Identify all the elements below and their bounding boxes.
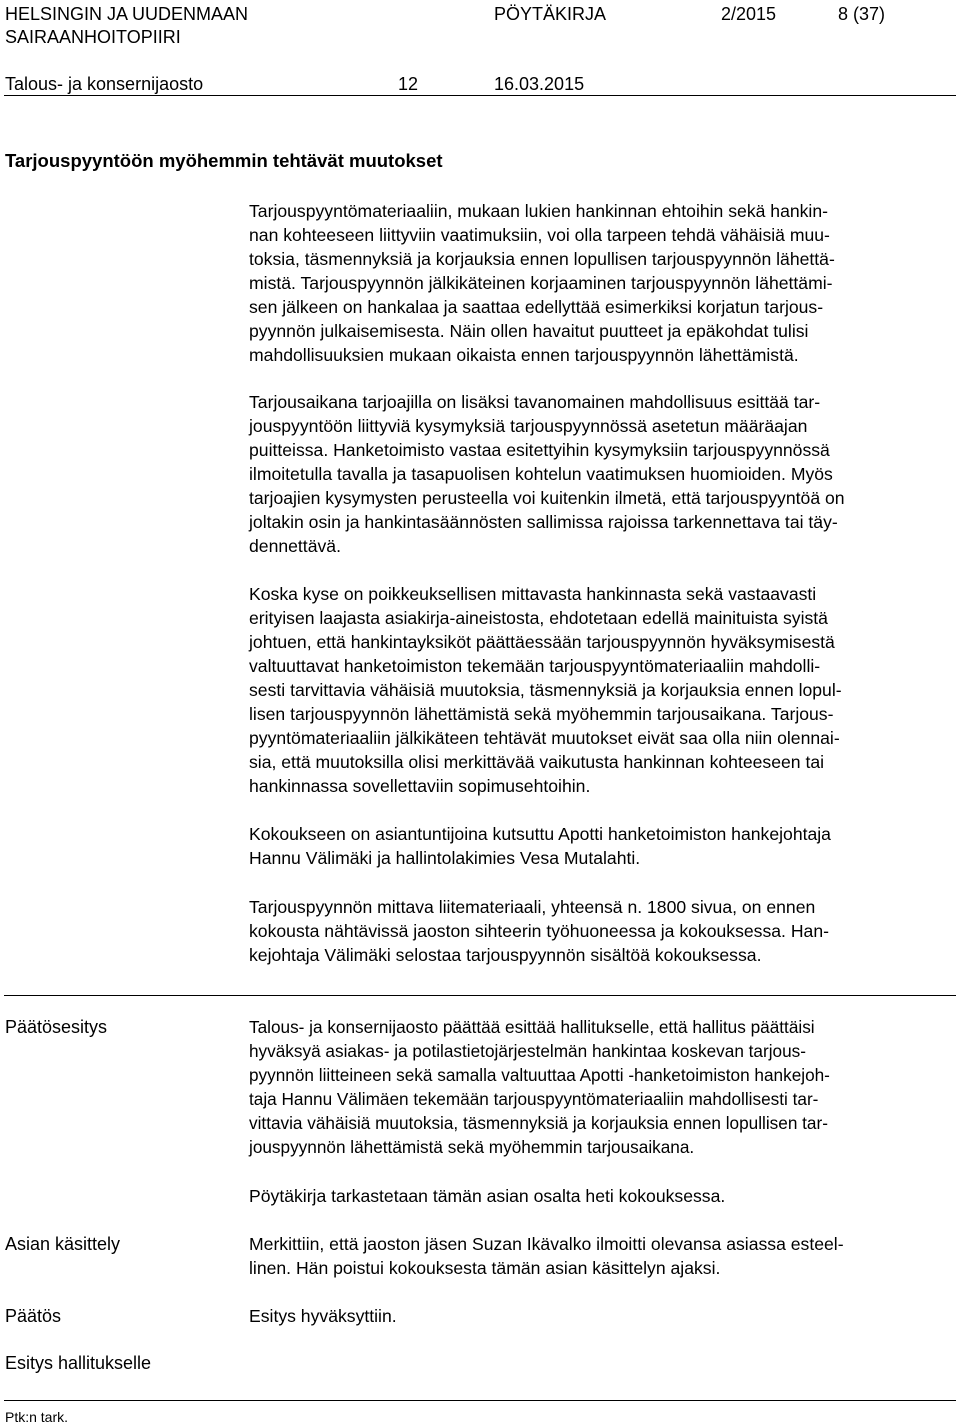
text-line: nan kohteeseen liittyviin vaatimuksiin, voi olla tarpeen tehdä vähäisiä muu-: [249, 225, 830, 245]
text-line: Talous- ja konsernijaosto päättää esittää hallitukselle, että hallitus päättäisi: [249, 1017, 815, 1037]
doc-type: PÖYTÄKIRJA: [494, 4, 607, 24]
text-line: Tarjousaikana tarjoajilla on lisäksi tavanomainen mahdollisuus esittää tar-: [249, 392, 821, 412]
text-line: mistä. Tarjouspyynnön jälkikäteinen korjaaminen tarjouspyynnön lähettämi-: [249, 273, 833, 293]
section-number: 12: [398, 74, 419, 94]
text-line: kejohtaja Välimäki selostaa tarjouspyynnön sisältöä kokouksessa.: [249, 945, 762, 965]
page-number: 8 (37): [838, 4, 886, 24]
text-line: tarjoajien kysymysten perusteella voi kuitenkin ilmetä, että tarjouspyyntöä on: [249, 488, 845, 508]
paragraph-4: [249, 822, 955, 870]
paragraph-1: [249, 199, 955, 367]
text-line: sia, että muutoksilla olisi merkittävää vaikutusta hankinnan kohteeseen tai: [249, 752, 825, 772]
org-name-line1: HELSINGIN JA UUDENMAAN: [5, 4, 249, 24]
meeting-date: 16.03.2015: [494, 74, 585, 94]
paragraph-2: [249, 390, 955, 558]
minutes-check-note: [249, 1184, 955, 1208]
proposal-to-board-label: Esitys hallitukselle: [5, 1353, 152, 1373]
doc-number: 2/2015: [721, 4, 777, 24]
text-line: vittavia vähäisiä muutoksia, täsmennyksiä ja korjauksia ennen lopullisen tar-: [249, 1113, 828, 1133]
text-line: mahdollisuuksien mukaan oikaista ennen tarjouspyynnön lähettämistä.: [249, 345, 799, 365]
text-line: valtuuttavat hanketoimiston tekemään tarjouspyyntömateriaaliin mahdolli-: [249, 656, 821, 676]
text-line: kokousta nähtävissä jaoston sihteerin työhuoneessa ja kokouksessa. Han-: [249, 921, 829, 941]
section-heading: Tarjouspyyntöön myöhemmin tehtävät muutokset: [5, 150, 443, 171]
header-divider: [4, 95, 956, 96]
text-line: puitteissa. Hanketoimisto vastaa esitettyihin kysymyksiin tarjouspyynnössä: [249, 440, 830, 460]
text-line: johtuen, että hankintayksiköt päättäessään tarjouspyynnön hyväksymisestä: [249, 632, 835, 652]
text-line: jouspyynnön lähettämistä sekä myöhemmin tarjousaikana.: [249, 1137, 695, 1157]
org-name-line2: SAIRAANHOITOPIIRI: [5, 27, 181, 47]
footer-divider: [4, 1400, 956, 1401]
text-line: linen. Hän poistui kokouksesta tämän asian käsittelyn ajaksi.: [249, 1258, 721, 1278]
decision-proposal-label: Päätösesitys: [5, 1017, 108, 1037]
text-line: sen jälkeen on hankalaa ja saattaa edellyttää esimerkiksi korjatun tarjous-: [249, 297, 824, 317]
section-divider: [4, 995, 956, 996]
text-line: Tarjouspyynnön mittava liitemateriaali, yhteensä n. 1800 sivua, on ennen: [249, 897, 816, 917]
text-line: lisen tarjouspyynnön lähettämistä sekä myöhemmin tarjousaikana. Tarjous-: [249, 704, 834, 724]
text-line: Tarjouspyyntömateriaaliin, mukaan lukien hankinnan ehtoihin sekä hankin-: [249, 201, 828, 221]
text-line: pyynnön julkaisemisesta. Näin ollen havaitut puutteet ja epäkohdat tulisi: [249, 321, 809, 341]
text-line: ilmoitetulla tavalla ja tasapuolisen kohtelun vaatimuksen huomioiden. Myös: [249, 464, 833, 484]
text-line: joltakin osin ja hankintasäännösten sallimissa rajoissa tarkennettava tai täy-: [249, 512, 838, 532]
text-line: taja Hannu Välimäen tekemään tarjouspyyntömateriaaliin mahdollisesti tar-: [249, 1089, 819, 1109]
text-line: sesti tarvittavia vähäisiä muutoksia, täsmennyksiä ja korjauksia ennen lopul-: [249, 680, 842, 700]
decision-proposal-text: [249, 1015, 955, 1159]
text-line: toksia, täsmennyksiä ja korjauksia ennen lopullisen tarjouspyynnön lähettä-: [249, 249, 835, 269]
text-line: erityisen laajasta asiakirja-aineistosta, ehdotetaan edellä mainituista syistä: [249, 608, 828, 628]
decision-text: [249, 1304, 955, 1328]
text-line: Esitys hyväksyttiin.: [249, 1306, 397, 1326]
paragraph-3: [249, 582, 955, 798]
text-line: jouspyyntöön liittyviä kysymyksiä tarjouspyynnössä asetetun määräajan: [249, 416, 808, 436]
meeting-body: Talous- ja konsernijaosto: [5, 74, 204, 94]
text-line: Pöytäkirja tarkastetaan tämän asian osalta heti kokouksessa.: [249, 1186, 726, 1206]
handling-text: [249, 1232, 955, 1280]
decision-label: Päätös: [5, 1306, 62, 1326]
text-line: dennettävä.: [249, 536, 341, 556]
text-line: pyynnön liitteineen sekä samalla valtuuttaa Apotti -hanketoimiston hankejoh-: [249, 1065, 830, 1085]
text-line: Hannu Välimäki ja hallintolakimies Vesa Mutalahti.: [249, 848, 641, 868]
text-line: Merkittiin, että jaoston jäsen Suzan Ikävalko ilmoitti olevansa asiassa esteel-: [249, 1234, 844, 1254]
paragraph-5: [249, 895, 955, 967]
text-line: Koska kyse on poikkeuksellisen mittavasta hankinnasta sekä vastaavasti: [249, 584, 817, 604]
text-line: Kokoukseen on asiantuntijoina kutsuttu Apotti hanketoimiston hankejohtaja: [249, 824, 831, 844]
text-line: hyväksyä asiakas- ja potilastietojärjestelmän hankintaa koskevan tarjous-: [249, 1041, 806, 1061]
handling-label: Asian käsittely: [5, 1234, 121, 1254]
text-line: pyyntömateriaaliin jälkikäteen tehtävät muutokset eivät saa olla niin olennai-: [249, 728, 840, 748]
text-line: hankinnassa sovellettaviin sopimusehtoihin.: [249, 776, 591, 796]
minutes-checker-label: Ptk:n tark.: [5, 1409, 69, 1425]
